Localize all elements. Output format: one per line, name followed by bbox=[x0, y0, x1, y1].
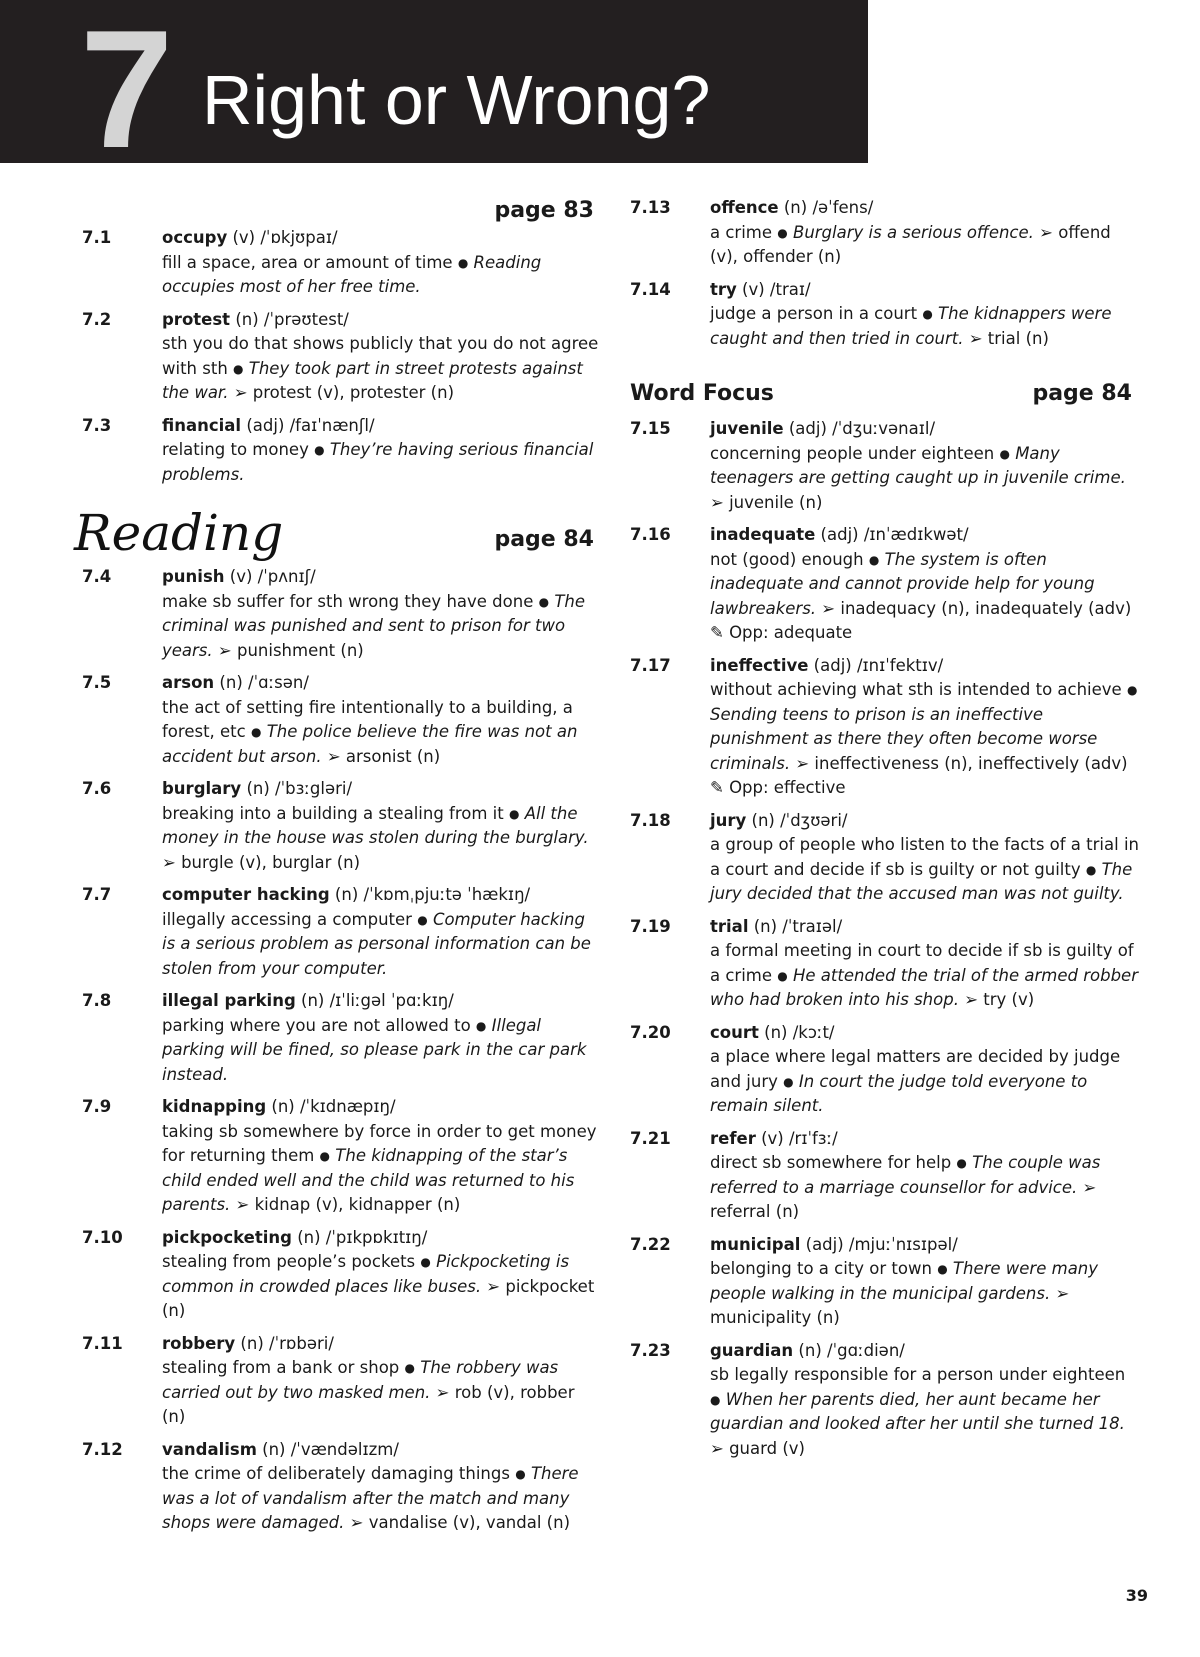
entry-number: 7.4 bbox=[82, 567, 112, 586]
bullet-icon: ● bbox=[777, 968, 788, 983]
vocab-entry bbox=[630, 278, 1140, 352]
entry-headword-line bbox=[710, 1339, 1140, 1364]
entry-number: 7.11 bbox=[82, 1333, 123, 1353]
entry-definition: the crime of deliberately damaging things bbox=[162, 1464, 516, 1483]
bullet-icon: ● bbox=[999, 446, 1010, 461]
bullet-icon: ● bbox=[1085, 862, 1097, 877]
entry-related: ➢ try (v) bbox=[958, 990, 1035, 1009]
entry-related: ➢ protest (v), protester (n) bbox=[228, 383, 455, 402]
entry-headword: financial bbox=[162, 415, 242, 435]
entry-pronunciation: (n) /ɪˈliːgəl ˈpɑːkɪŋ/ bbox=[295, 991, 454, 1010]
entry-body bbox=[162, 1356, 602, 1430]
bullet-icon: ● bbox=[420, 1255, 431, 1269]
entry-definition: a crime bbox=[710, 222, 778, 242]
entry-definition: stealing from a bank or shop bbox=[162, 1358, 405, 1377]
entry-pronunciation: (n) /ˈkɪdnæpɪŋ/ bbox=[266, 1097, 396, 1116]
entry-headword-line bbox=[162, 1095, 602, 1120]
entry-body bbox=[710, 442, 1140, 516]
vocab-entry bbox=[82, 226, 602, 300]
entry-example: The kidnappers were caught and then tried in court. bbox=[710, 304, 1112, 348]
bullet-icon: ● bbox=[956, 1156, 967, 1170]
entry-number: 7.23 bbox=[630, 1340, 671, 1360]
entry-related: ➢ punishment (n) bbox=[212, 640, 364, 660]
entry-headword: ineffective bbox=[710, 655, 809, 675]
bullet-icon: ● bbox=[319, 1149, 331, 1163]
chapter-banner bbox=[0, 0, 868, 183]
left-column bbox=[74, 196, 602, 1544]
entry-number: 7.6 bbox=[82, 779, 112, 798]
vocab-entry bbox=[82, 414, 602, 488]
entry-number: 7.19 bbox=[630, 916, 671, 936]
entry-definition: a formal meeting in court to decide if sb is guilty of a crime bbox=[710, 941, 1134, 985]
entry-number: 7.3 bbox=[82, 415, 112, 435]
entry-headword: robbery bbox=[162, 1333, 236, 1353]
entry-pronunciation: (v) /ˈpʌnɪʃ/ bbox=[224, 567, 316, 586]
entry-pronunciation: (adj) /faɪˈnænʃl/ bbox=[241, 415, 375, 435]
entry-body bbox=[710, 1363, 1140, 1461]
entry-body bbox=[710, 939, 1140, 1013]
entry-pronunciation: (v) /rɪˈfɜː/ bbox=[755, 1128, 838, 1148]
entry-example: Sending teens to prison is an ineffective punishment as there they often become worse criminals. bbox=[710, 704, 1098, 773]
entry-headword: burglary bbox=[162, 779, 242, 798]
vocab-entry bbox=[630, 196, 1140, 270]
entry-headword-line bbox=[710, 523, 1140, 548]
vocab-entry bbox=[82, 1438, 602, 1536]
entry-related: ➢ arsonist (n) bbox=[321, 746, 441, 766]
bullet-icon: ● bbox=[233, 361, 244, 376]
bullet-icon: ● bbox=[922, 307, 933, 321]
entry-headword: illegal parking bbox=[162, 991, 296, 1010]
entry-headword: refer bbox=[710, 1128, 756, 1148]
entry-body bbox=[710, 548, 1140, 646]
bullet-icon: ● bbox=[457, 255, 469, 270]
entry-pronunciation: (n) /ˈprəʊtest/ bbox=[230, 309, 349, 329]
entry-definition: relating to money bbox=[162, 440, 315, 459]
entry-body bbox=[162, 332, 602, 406]
entry-body bbox=[162, 1120, 602, 1218]
entry-headword-line bbox=[710, 417, 1140, 442]
entry-definition: the act of setting fire intentionally to a building, a forest, etc bbox=[162, 697, 573, 741]
entry-body bbox=[162, 1014, 602, 1088]
entry-pronunciation: (n) /ˈbɜːgləri/ bbox=[241, 779, 353, 798]
vocab-entry bbox=[630, 1233, 1140, 1331]
entry-number: 7.10 bbox=[82, 1227, 123, 1247]
entry-definition: a place where legal matters are decided by judge and jury bbox=[710, 1047, 1121, 1091]
reading-page-reference: page 84 bbox=[494, 527, 594, 552]
entry-example: There was a lot of vandalism after the match and many shops were damaged. bbox=[162, 1464, 579, 1532]
entry-example: Many teenagers are getting caught up in juvenile crime. bbox=[710, 443, 1126, 487]
entry-headword: inadequate bbox=[710, 525, 816, 544]
entry-headword-line bbox=[162, 1438, 602, 1463]
entry-related: ➢ vandalise (v), vandal (n) bbox=[344, 1513, 571, 1532]
entry-pronunciation: (n) /ˈvændəlɪzm/ bbox=[256, 1439, 399, 1459]
entry-headword: juvenile bbox=[710, 419, 784, 438]
entry-pronunciation: (n) /ˈtraɪəl/ bbox=[748, 916, 843, 936]
vocab-entry bbox=[82, 565, 602, 663]
entry-definition: belonging to a city or town bbox=[710, 1259, 938, 1278]
entry-definition: without achieving what sth is intended to achieve bbox=[710, 680, 1127, 699]
entry-number: 7.17 bbox=[630, 655, 671, 675]
entry-definition: a group of people who listen to the facts of a trial in a court and decide if sb is guilty or not guilty bbox=[710, 835, 1139, 879]
entry-headword-line bbox=[162, 1332, 602, 1357]
entry-example: The system is often inadequate and cannot provide help for young lawbreakers. bbox=[710, 549, 1095, 618]
entry-definition: sb legally responsible for a person under eighteen bbox=[710, 1365, 1126, 1384]
bullet-icon: ● bbox=[538, 594, 550, 609]
entry-headword: arson bbox=[162, 673, 215, 692]
entry-body bbox=[162, 1462, 602, 1536]
entry-definition: not (good) enough bbox=[710, 549, 869, 569]
entry-headword: vandalism bbox=[162, 1439, 257, 1459]
entry-body bbox=[710, 1045, 1140, 1119]
entry-body bbox=[162, 251, 602, 300]
vocab-entry bbox=[630, 417, 1140, 515]
vocab-entry bbox=[82, 883, 602, 981]
bullet-icon: ● bbox=[710, 1392, 721, 1407]
entry-list bbox=[630, 196, 1140, 351]
entry-pronunciation: (n) /ˈrɒbəri/ bbox=[235, 1333, 334, 1353]
bullet-icon: ● bbox=[508, 806, 520, 821]
entry-definition: stealing from people’s pockets bbox=[162, 1252, 421, 1271]
chapter-number: 7 bbox=[80, 0, 168, 183]
entry-headword-line bbox=[710, 1233, 1140, 1258]
reading-title: Reading bbox=[74, 504, 284, 562]
entry-headword-line bbox=[162, 671, 602, 696]
entry-headword-line bbox=[162, 1226, 602, 1251]
bullet-icon: ● bbox=[475, 1018, 487, 1033]
entry-body bbox=[162, 696, 602, 770]
entry-pronunciation: (v) /traɪ/ bbox=[736, 279, 811, 299]
entry-related: ➢ rob (v), robber (n) bbox=[162, 1382, 575, 1426]
entry-headword-line bbox=[710, 1127, 1140, 1152]
entry-example: The police believe the fire was not an accident but arson. bbox=[162, 722, 578, 766]
page-number: 39 bbox=[1125, 1586, 1148, 1605]
word-focus-section-header bbox=[630, 365, 1140, 417]
entry-example: He attended the trial of the armed robber who had broken into his shop. bbox=[710, 965, 1138, 1009]
vocab-entry bbox=[630, 1339, 1140, 1462]
entry-headword: municipal bbox=[710, 1234, 801, 1254]
entry-definition: direct sb somewhere for help bbox=[710, 1153, 957, 1172]
entry-number: 7.20 bbox=[630, 1022, 671, 1042]
entry-definition: sth you do that shows publicly that you do not agree with sth bbox=[162, 334, 599, 378]
entry-example: In court the judge told everyone to remain silent. bbox=[710, 1071, 1088, 1115]
entry-headword-line bbox=[710, 1021, 1140, 1046]
entry-example: Burglary is a serious offence. bbox=[793, 222, 1034, 242]
vocab-entry bbox=[82, 308, 602, 406]
entry-pronunciation: (n) /ˈdʒʊəri/ bbox=[746, 810, 848, 830]
bullet-icon: ● bbox=[868, 552, 880, 567]
entry-example: The kidnapping of the star’s child ended well and the child was returned to his parents. bbox=[162, 1146, 575, 1214]
entry-number: 7.16 bbox=[630, 525, 671, 544]
entry-example: The criminal was punished and sent to prison for two years. bbox=[162, 591, 586, 660]
entry-number: 7.2 bbox=[82, 309, 112, 329]
vocab-entry bbox=[630, 1021, 1140, 1119]
entry-example: There were many people walking in the municipal gardens. bbox=[710, 1259, 1099, 1303]
page-reference: page 83 bbox=[494, 198, 594, 223]
entry-definition: concerning people under eighteen bbox=[710, 443, 1000, 463]
entry-number: 7.8 bbox=[82, 991, 112, 1010]
bullet-icon: ● bbox=[250, 725, 262, 739]
entry-example: Reading occupies most of her free time. bbox=[162, 252, 542, 296]
entry-headword-line bbox=[162, 883, 602, 908]
vocab-entry bbox=[82, 671, 602, 769]
entry-example: The jury decided that the accused man was not guilty. bbox=[710, 859, 1133, 903]
entry-list bbox=[82, 226, 602, 487]
entry-headword: offence bbox=[710, 198, 779, 217]
entry-body bbox=[710, 302, 1140, 351]
entry-body bbox=[162, 438, 602, 487]
vocab-entry bbox=[82, 1332, 602, 1430]
entry-pronunciation: (adj) /ɪnɪˈfektɪv/ bbox=[808, 655, 944, 675]
entry-related: ➢ juvenile (n) bbox=[710, 492, 823, 512]
reading-entry-list bbox=[82, 565, 602, 1536]
entry-headword-line bbox=[710, 196, 1140, 221]
entry-example: The couple was referred to a marriage counsellor for advice. bbox=[710, 1153, 1101, 1197]
entry-headword-line bbox=[710, 278, 1140, 303]
word-focus-page-reference: page 84 bbox=[1032, 381, 1132, 406]
word-focus-entry-list bbox=[630, 417, 1140, 1461]
entry-body bbox=[710, 1257, 1140, 1331]
entry-example: They’re having serious financial problems. bbox=[162, 440, 594, 484]
entry-pronunciation: (n) /ˈgɑːdiən/ bbox=[793, 1340, 905, 1360]
entry-definition: make sb suffer for sth wrong they have done bbox=[162, 591, 539, 611]
entry-number: 7.9 bbox=[82, 1097, 112, 1116]
entry-example: Computer hacking is a serious problem as personal information can be stolen from your computer. bbox=[162, 909, 591, 978]
entry-related: ➢ burgle (v), burglar (n) bbox=[162, 852, 361, 872]
word-focus-title: Word Focus bbox=[630, 381, 774, 406]
entry-headword: occupy bbox=[162, 228, 228, 247]
entry-related: ➢ inadequacy (n), inadequately (adv) ✎ Opp: adequate bbox=[710, 598, 1132, 642]
vocab-entry bbox=[630, 654, 1140, 801]
entry-definition: taking sb somewhere by force in order to get money for returning them bbox=[162, 1121, 597, 1165]
entry-body bbox=[710, 1151, 1140, 1225]
entry-number: 7.5 bbox=[82, 673, 112, 692]
entry-headword: trial bbox=[710, 916, 749, 936]
vocab-entry bbox=[82, 777, 602, 875]
entry-pronunciation: (v) /ˈɒkjʊpaɪ/ bbox=[227, 228, 338, 247]
entry-related: ➢ municipality (n) bbox=[710, 1283, 1070, 1327]
bullet-icon: ● bbox=[314, 443, 325, 457]
entry-headword-line bbox=[162, 565, 602, 590]
entry-number: 7.22 bbox=[630, 1234, 671, 1254]
entry-number: 7.13 bbox=[630, 198, 671, 217]
entry-body bbox=[710, 678, 1140, 801]
entry-body bbox=[710, 221, 1140, 270]
right-column bbox=[630, 196, 1140, 1469]
entry-number: 7.21 bbox=[630, 1128, 671, 1148]
entry-number: 7.18 bbox=[630, 810, 671, 830]
entry-example: Pickpocketing is common in crowded places like buses. bbox=[162, 1252, 570, 1296]
entry-headword-line bbox=[710, 809, 1140, 834]
vocab-entry bbox=[82, 1095, 602, 1218]
entry-definition: judge a person in a court bbox=[710, 304, 923, 323]
entry-related: ➢ offend (v), offender (n) bbox=[710, 222, 1111, 266]
bullet-icon: ● bbox=[404, 1361, 415, 1375]
entry-pronunciation: (adj) /ɪnˈædɪkwət/ bbox=[815, 525, 969, 544]
entry-definition: illegally accessing a computer bbox=[162, 909, 418, 929]
entry-headword: kidnapping bbox=[162, 1097, 267, 1116]
entry-headword: court bbox=[710, 1022, 759, 1042]
vocab-entry bbox=[82, 989, 602, 1087]
entry-pronunciation: (adj) /ˈdʒuːvənaɪl/ bbox=[783, 419, 936, 438]
vocab-entry bbox=[630, 1127, 1140, 1225]
entry-pronunciation: (n) /ˈpɪkpɒkɪtɪŋ/ bbox=[291, 1227, 428, 1247]
bullet-icon: ● bbox=[777, 225, 788, 240]
vocab-entry bbox=[630, 523, 1140, 646]
entry-pronunciation: (n) /ˈɑːsən/ bbox=[214, 673, 309, 692]
entry-headword: jury bbox=[710, 810, 747, 830]
bullet-icon: ● bbox=[783, 1074, 794, 1089]
entry-headword-line bbox=[162, 989, 602, 1014]
entry-headword: protest bbox=[162, 309, 231, 329]
entry-related: ➢ trial (n) bbox=[963, 328, 1049, 348]
reading-section-header bbox=[74, 503, 602, 565]
bullet-icon: ● bbox=[417, 912, 428, 927]
vocab-entry bbox=[630, 809, 1140, 907]
entry-headword: punish bbox=[162, 567, 225, 586]
entry-example: They took part in street protests against the war. bbox=[162, 358, 583, 402]
entry-number: 7.14 bbox=[630, 279, 671, 299]
entry-definition: fill a space, area or amount of time bbox=[162, 252, 458, 272]
entry-headword-line bbox=[162, 308, 602, 333]
entry-pronunciation: (n) /kɔːt/ bbox=[758, 1022, 835, 1042]
bullet-icon: ● bbox=[515, 1467, 526, 1481]
entry-number: 7.15 bbox=[630, 419, 671, 438]
chapter-title: Right or Wrong? bbox=[202, 61, 711, 139]
entry-body bbox=[710, 833, 1140, 907]
entry-number: 7.12 bbox=[82, 1439, 123, 1459]
entry-headword: pickpocketing bbox=[162, 1227, 292, 1247]
entry-headword: guardian bbox=[710, 1340, 794, 1360]
entry-definition: breaking into a building a stealing from it bbox=[162, 803, 509, 823]
entry-headword-line bbox=[162, 414, 602, 439]
entry-body bbox=[162, 908, 602, 982]
entry-headword-line bbox=[162, 226, 602, 251]
entry-pronunciation: (adj) /mjuːˈnɪsɪpəl/ bbox=[800, 1234, 958, 1254]
entry-related: ➢ referral (n) bbox=[710, 1177, 1097, 1221]
entry-example: Illegal parking will be fined, so please park in the car park instead. bbox=[162, 1015, 587, 1084]
bullet-icon: ● bbox=[1126, 683, 1138, 697]
entry-body bbox=[162, 802, 602, 876]
entry-headword-line bbox=[710, 915, 1140, 940]
entry-number: 7.7 bbox=[82, 885, 112, 904]
entry-example: All the money in the house was stolen during the burglary. bbox=[162, 803, 589, 847]
vocab-entry bbox=[630, 915, 1140, 1013]
entry-pronunciation: (n) /ˈkɒmˌpjuːtə ˈhækɪŋ/ bbox=[329, 885, 531, 904]
vocab-entry bbox=[82, 1226, 602, 1324]
entry-definition: parking where you are not allowed to bbox=[162, 1015, 476, 1035]
entry-pronunciation: (n) /əˈfens/ bbox=[778, 198, 874, 217]
entry-related: ➢ pickpocket (n) bbox=[162, 1276, 595, 1320]
entry-related: ➢ ineffectiveness (n), ineffectively (adv) ✎ Opp: effective bbox=[710, 753, 1128, 797]
entry-related: ➢ kidnap (v), kidnapper (n) bbox=[230, 1195, 461, 1214]
entry-headword-line bbox=[162, 777, 602, 802]
entry-headword: computer hacking bbox=[162, 885, 330, 904]
entry-headword: try bbox=[710, 279, 737, 299]
entry-body bbox=[162, 1250, 602, 1324]
entry-example: The robbery was carried out by two masked men. bbox=[162, 1358, 559, 1402]
entry-number: 7.1 bbox=[82, 228, 112, 247]
entry-body bbox=[162, 590, 602, 664]
bullet-icon: ● bbox=[937, 1262, 948, 1276]
entry-headword-line bbox=[710, 654, 1140, 679]
entry-related: ➢ guard (v) bbox=[710, 1438, 805, 1458]
entry-example: When her parents died, her aunt became her guardian and looked after her until she turned 18. bbox=[710, 1389, 1125, 1433]
